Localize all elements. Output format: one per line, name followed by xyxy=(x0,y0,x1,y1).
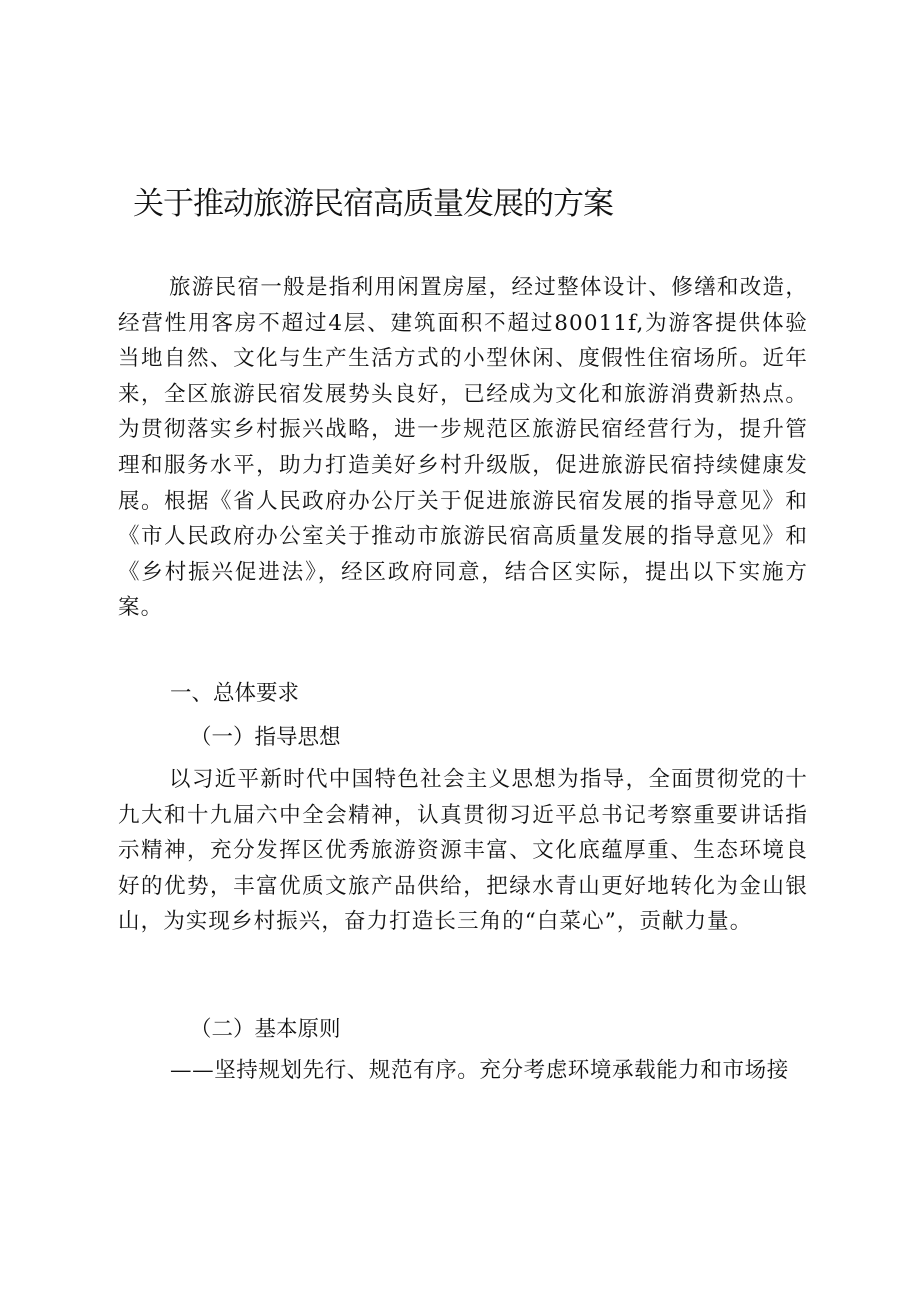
subsection-heading-guiding-ideology: （一）指导思想 xyxy=(190,725,341,750)
document-title: 关于推动旅游民宿高质量发展的方案 xyxy=(133,186,613,222)
guiding-ideology-paragraph: 以习近平新时代中国特色社会主义思想为指导，全面贯彻党的十九大和十九届六中全会精神，认真贯彻习近平总书记考察重要讲话指示精神，充分发挥区优秀旅游资源丰富、文化底蕴厚重、生态环境良好的优势，丰富优质文旅产品供给，把绿水青山更好地转化为金山银山，为实现乡村振兴，奋力打造长三角的“白菜心”，贡献力量。 xyxy=(118,767,808,935)
intro-paragraph: 旅游民宿一般是指利用闲置房屋，经过整体设计、修缮和改造，经营性用客房不超过4层、建筑面积不超过80011f,为游客提供体验当地自然、文化与生产生活方式的小型休闲、度假性住宿场所。近年来，全区旅游民宿发展势头良好，已经成为文化和旅游消费新热点。为贯彻落实乡村振兴战略，进一步规范区旅游民宿经营行为，提升管理和服务水平，助力打造美好乡村升级版，促进旅游民宿持续健康发展。根据《省人民政府办公厅关于促进旅游民宿发展的指导意见》和《市人民政府办公室关于推动市旅游民宿高质量发展的指导意见》和《乡村振兴促进法》，经区政府同意，结合区实际，提出以下实施方案。 xyxy=(118,275,808,621)
basic-principles-paragraph: ——坚持规划先行、规范有序。充分考虑环境承载能力和市场接 xyxy=(170,1058,789,1083)
subsection-heading-basic-principles: （二）基本原则 xyxy=(190,1017,341,1042)
section-heading-general-requirements: 一、总体要求 xyxy=(170,681,300,706)
